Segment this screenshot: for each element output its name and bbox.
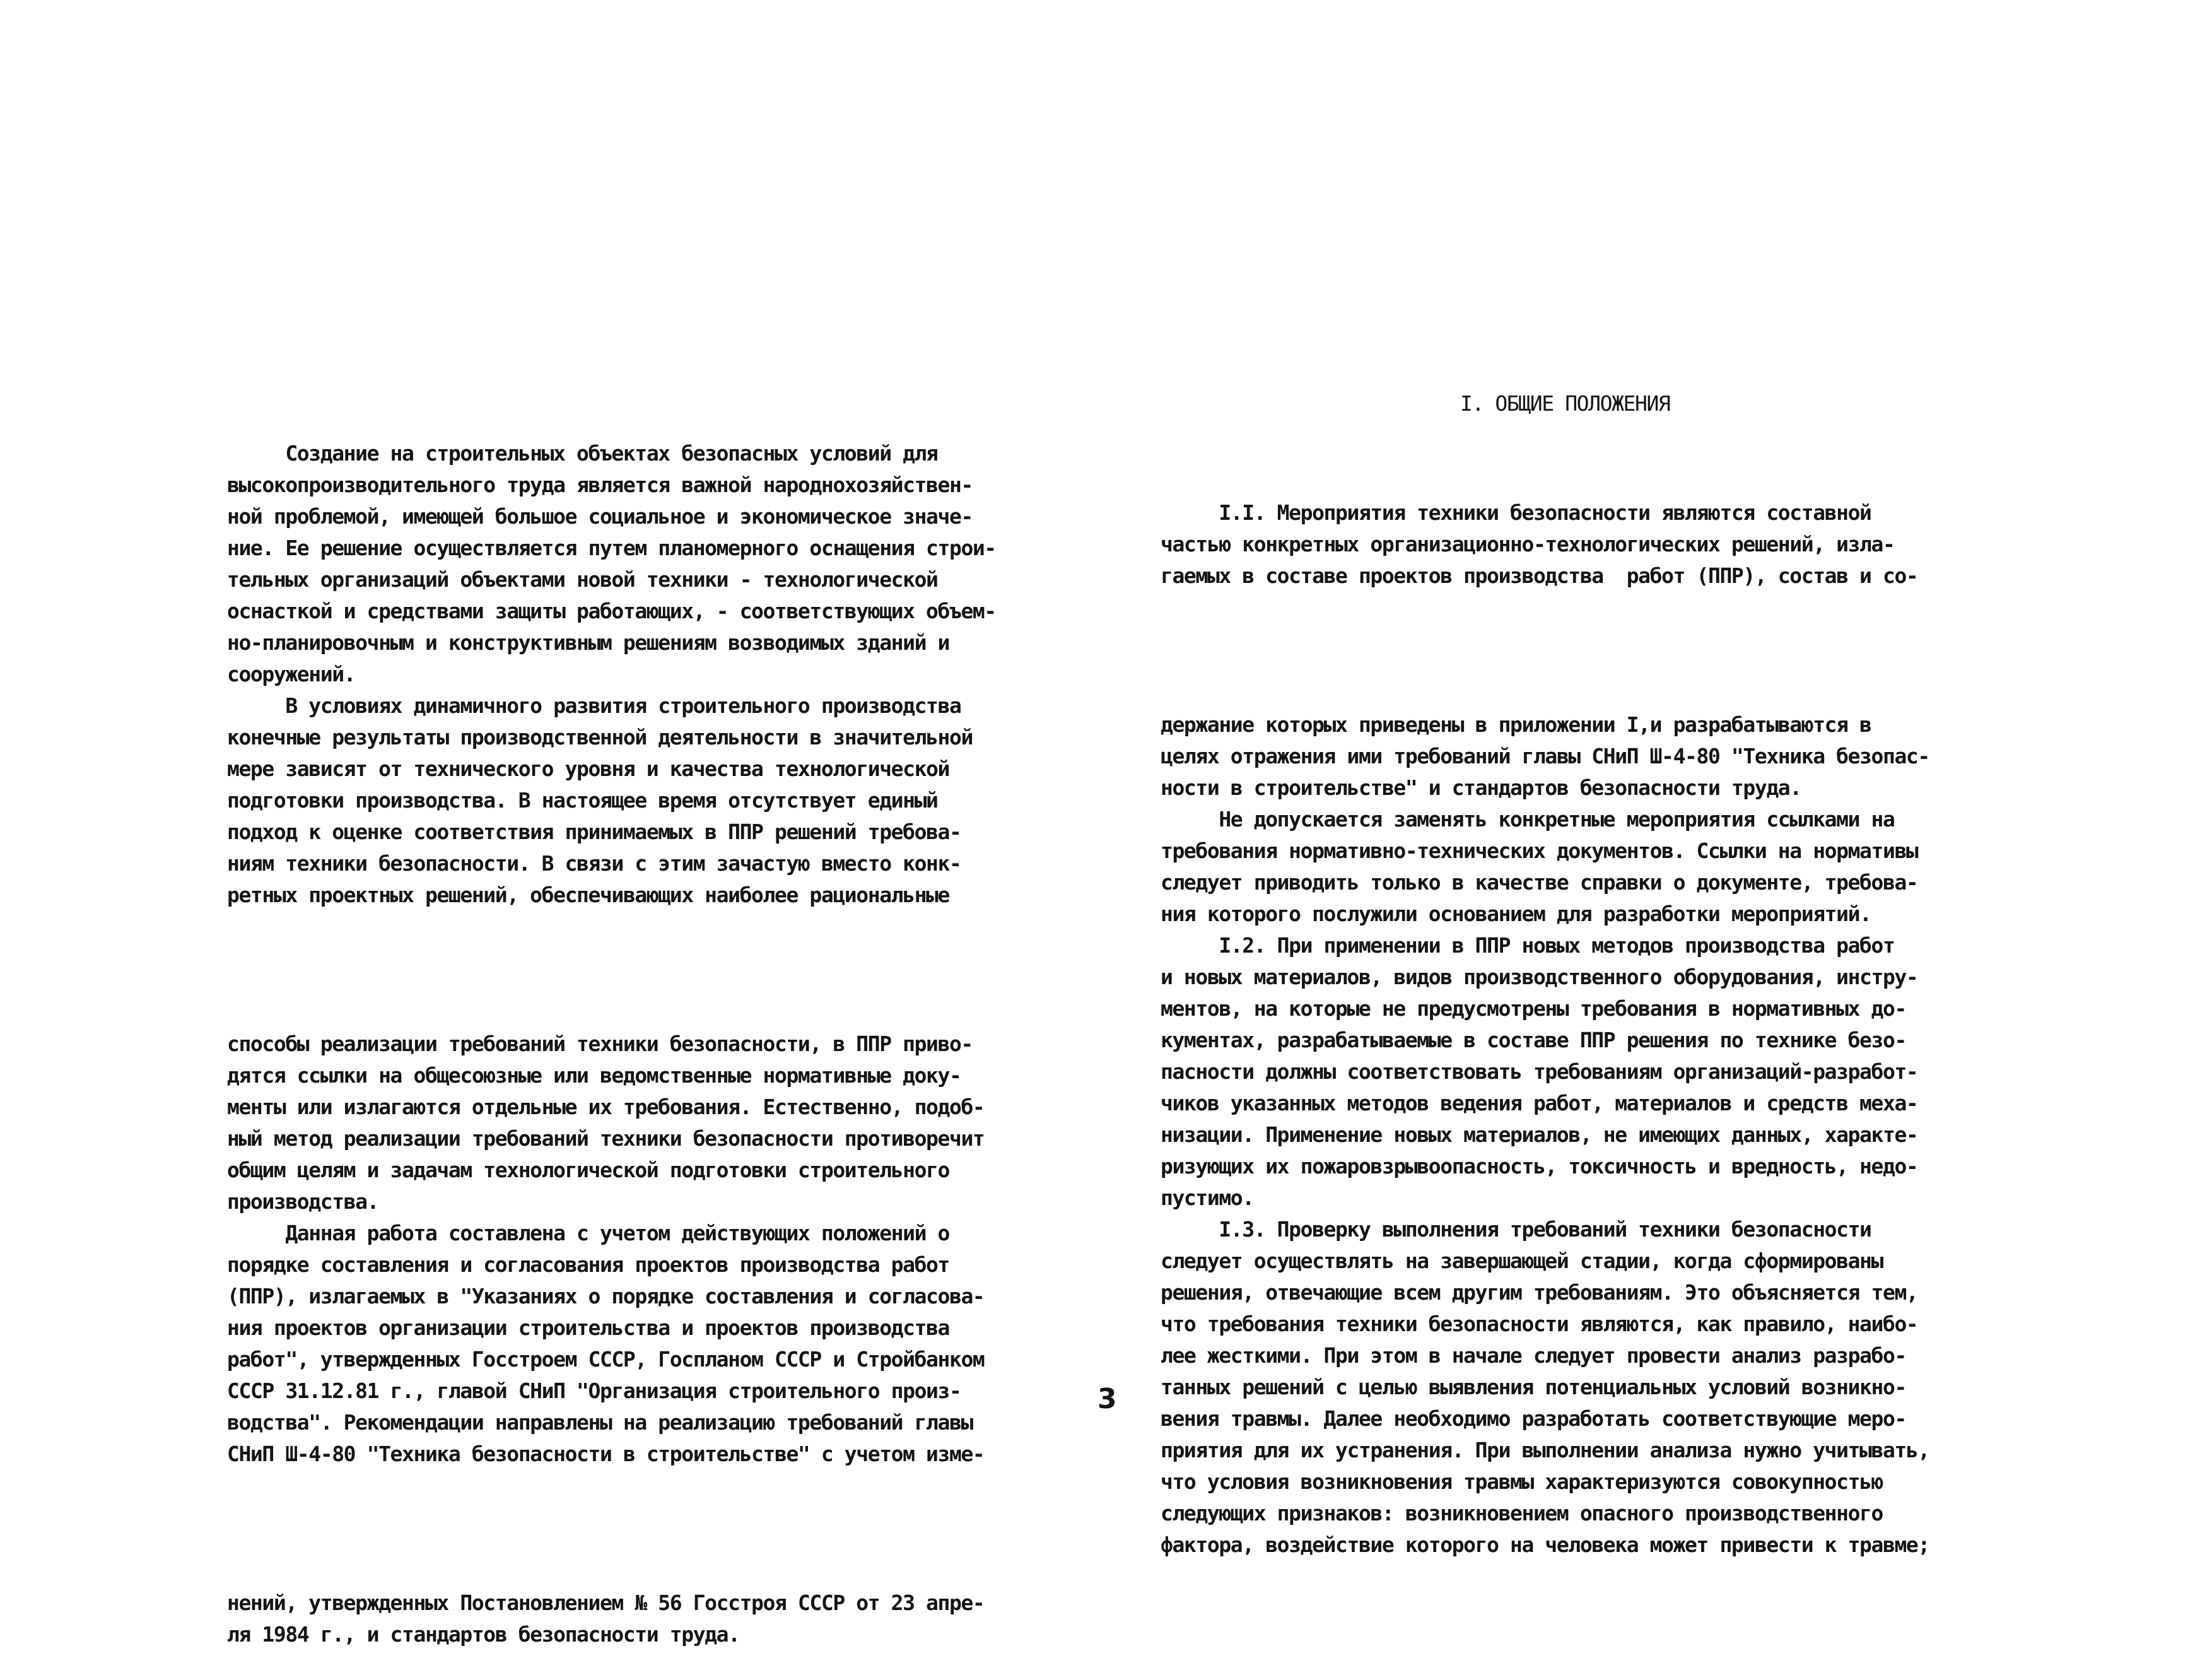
text-line: но-планировочным и конструктивным решениям возводимых зданий и	[227, 630, 949, 655]
block-gap	[227, 1519, 996, 1538]
right-column	[1161, 448, 1929, 1585]
text-line: следует осуществлять на завершающей стадии, когда сформированы	[1161, 1249, 1883, 1273]
text-line: фактора, воздействие которого на человека может привести к травме;	[1161, 1532, 1929, 1557]
page-number: 3	[1097, 1383, 1117, 1415]
text-line: способы реализации требований техники безопасности, в ППР приво-	[227, 1031, 973, 1056]
text-line: приятия для их устранения. При выполнении анализа нужно учитывать,	[1161, 1438, 1929, 1462]
text-line: дятся ссылки на общесоюзные или ведомственные нормативные доку-	[227, 1063, 961, 1088]
text-line: гаемых в составе проектов производства работ (ППР), состав и со-	[1161, 563, 1918, 588]
left-column	[227, 389, 996, 1675]
section-title: I. ОБЩИЕ ПОЛОЖЕНИЯ	[1460, 391, 1670, 416]
text-line: подготовки производства. В настоящее время отсутствует единый	[227, 788, 938, 813]
left-text-block-2	[227, 1028, 996, 1470]
text-line: и новых материалов, видов производственного оборудования, инстру-	[1161, 965, 1918, 989]
text-line: В условиях динамичного развития строительного производства	[227, 693, 961, 718]
text-line: I.I. Мероприятия техники безопасности являются составной	[1161, 500, 1871, 525]
text-line: водства". Рекомендации направлены на реализацию требований главы	[227, 1410, 973, 1435]
text-line: решения, отвечающие всем другим требованиям. Это объясняется тем,	[1161, 1280, 1918, 1305]
text-line: лее жесткими. При этом в начале следует провести анализ разрабо-	[1161, 1343, 1906, 1368]
text-line: порядке составления и согласования проектов производства работ	[227, 1252, 949, 1277]
text-line: частью конкретных организационно-технологических решений, изла-	[1161, 532, 1895, 556]
left-text-block-3	[227, 1587, 996, 1650]
block-gap	[1161, 641, 1929, 660]
text-line: менты или излагаются отдельные их требования. Естественно, подоб-	[227, 1095, 985, 1119]
text-line: что условия возникновения травмы характеризуются совокупностью	[1161, 1469, 1883, 1494]
text-line: следующих признаков: возникновением опасного производственного	[1161, 1501, 1883, 1525]
left-text-block-1	[227, 438, 996, 911]
block-gap	[227, 960, 996, 979]
text-line: кументах, разрабатываемые в составе ППР решения по технике безо-	[1161, 1028, 1906, 1052]
text-line: СССР 31.12.81 г., главой СНиП "Организация строительного произ-	[227, 1378, 961, 1403]
text-line: ной проблемой, имеющей большое социальное и экономическое значе-	[227, 504, 973, 529]
text-line: танных решений с целью выявления потенциальных условий возникно-	[1161, 1375, 1906, 1399]
text-line: I.2. При применении в ППР новых методов производства работ	[1161, 933, 1895, 958]
text-line: ности в строительстве" и стандартов безопасности труда.	[1161, 775, 1801, 800]
text-line: вения травмы. Далее необходимо разработать соответствующие меро-	[1161, 1406, 1906, 1431]
text-line: мере зависят от технического уровня и качества технологической	[227, 756, 949, 781]
text-line: ние. Ее решение осуществляется путем планомерного оснащения строи-	[227, 536, 996, 560]
text-line: подход к оценке соответствия принимаемых в ППР решений требова-	[227, 820, 961, 844]
text-line: пасности должны соответствовать требованиям организаций-разработ-	[1161, 1059, 1918, 1084]
text-line: ретных проектных решений, обеспечивающих наиболее рациональные	[227, 883, 949, 907]
text-line: Не допускается заменять конкретные мероприятия ссылками на	[1161, 807, 1895, 832]
text-line: держание которых приведены в приложении I,и разрабатываются в	[1161, 712, 1871, 737]
text-line: общим целям и задачам технологической подготовки строительного	[227, 1158, 949, 1182]
text-line: Данная работа составлена с учетом действующих положений о	[227, 1221, 949, 1245]
right-text-block-1	[1161, 497, 1929, 592]
text-line: ния которого послужили основанием для разработки мероприятий.	[1161, 902, 1871, 926]
text-line: производства.	[227, 1189, 379, 1214]
text-line: низации. Применение новых материалов, не имеющих данных, характе-	[1161, 1122, 1918, 1147]
text-line: пустимо.	[1161, 1185, 1254, 1210]
right-text-block-2	[1161, 709, 1929, 1561]
text-line: нений, утвержденных Постановлением № 56 Госстроя СССР от 23 апре-	[227, 1590, 985, 1615]
text-line: тельных организаций объектами новой техники - технологической	[227, 567, 938, 592]
text-line: Создание на строительных объектах безопасных условий для	[227, 441, 938, 466]
text-line: конечные результаты производственной деятельности в значительной	[227, 725, 973, 749]
text-line: ризующих их пожаровзрывоопасность, токсичность и вредность, недо-	[1161, 1154, 1918, 1178]
text-line: оснасткой и средствами защиты работающих, - соответствующих объем-	[227, 599, 996, 623]
text-line: требования нормативно-технических документов. Ссылки на нормативы	[1161, 838, 1918, 863]
text-line: работ", утвержденных Госстроем СССР, Госпланом СССР и Стройбанком	[227, 1347, 985, 1372]
text-line: СНиП Ш-4-80 "Техника безопасности в строительстве" с учетом изме-	[227, 1442, 985, 1466]
text-line: следует приводить только в качестве справки о документе, требова-	[1161, 870, 1918, 895]
text-line: I.3. Проверку выполнения требований техники безопасности	[1161, 1217, 1871, 1242]
text-line: высокопроизводительного труда является важной народнохозяйствен-	[227, 473, 973, 497]
text-line: сооружений.	[227, 662, 356, 686]
text-line: чиков указанных методов ведения работ, материалов и средств меха-	[1161, 1091, 1918, 1115]
text-line: ный метод реализации требований техники безопасности противоречит	[227, 1126, 985, 1151]
text-line: что требования техники безопасности являются, как правило, наибо-	[1161, 1312, 1918, 1336]
text-line: ния проектов организации строительства и проектов производства	[227, 1315, 949, 1340]
text-line: целях отражения ими требований главы СНиП Ш-4-80 "Техника безопас-	[1161, 744, 1929, 768]
text-line: ля 1984 г., и стандартов безопасности труда.	[227, 1622, 740, 1647]
text-line: ментов, на которые не предусмотрены требования в нормативных до-	[1161, 996, 1906, 1021]
text-line: ниям техники безопасности. В связи с этим зачастую вместо конк-	[227, 851, 961, 876]
text-line: (ППР), излагаемых в "Указаниях о порядке составления и согласова-	[227, 1284, 985, 1308]
